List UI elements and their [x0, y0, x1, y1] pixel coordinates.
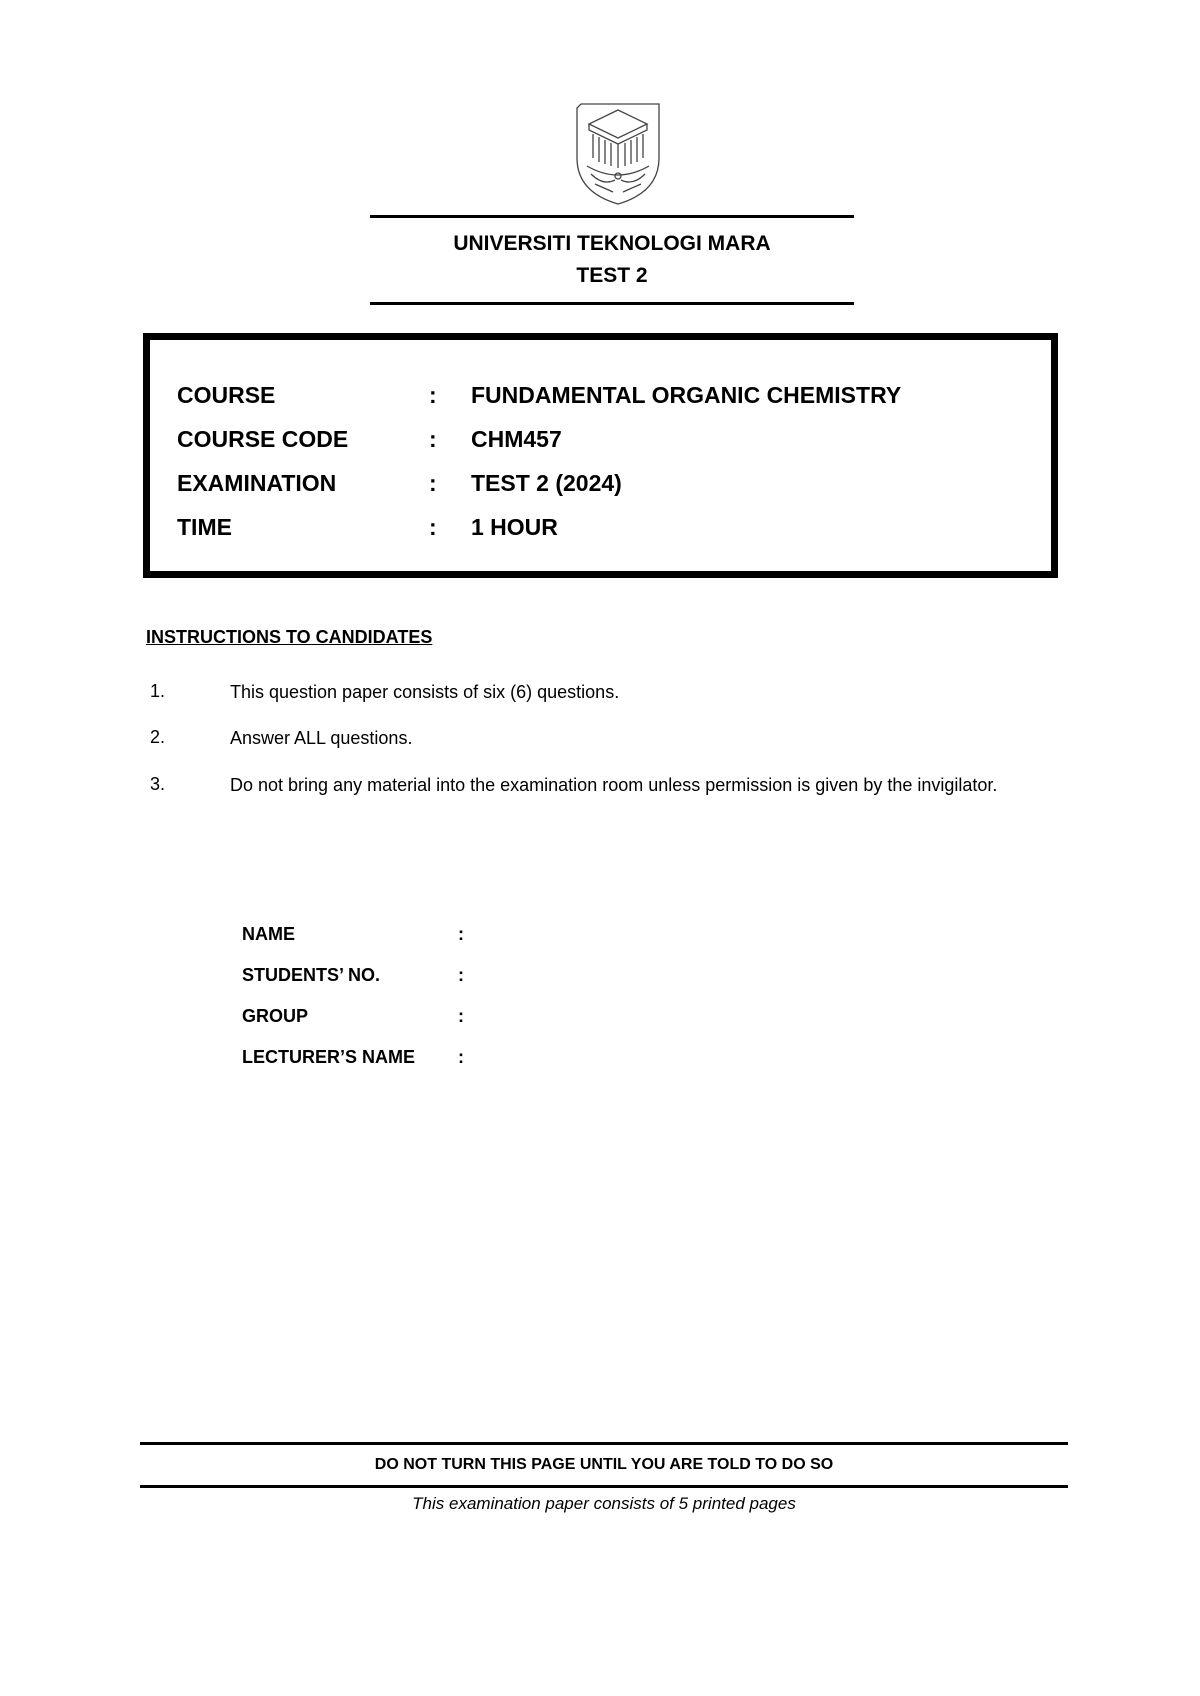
time-colon: : [429, 514, 437, 540]
instructions-heading: INSTRUCTIONS TO CANDIDATES [146, 627, 433, 647]
instruction-text: This question paper consists of six (6) questions. [230, 682, 620, 702]
instruction-text: Answer ALL questions. [230, 728, 413, 748]
footer-pages-note: This examination paper consists of 5 printed pages [412, 1494, 796, 1513]
student-number-colon: : [458, 965, 464, 985]
course-value: FUNDAMENTAL ORGANIC CHEMISTRY [471, 382, 902, 408]
footer-warning: DO NOT TURN THIS PAGE UNTIL YOU ARE TOLD TO DO SO [374, 1456, 834, 1473]
instruction-number: 1. [150, 681, 166, 701]
course-colon: : [429, 382, 437, 408]
footer-rule-bottom [140, 1485, 1068, 1488]
course-label: COURSE [177, 382, 276, 408]
group-colon: : [458, 1006, 464, 1026]
course-code-colon: : [429, 426, 437, 452]
instruction-number: 2. [150, 727, 166, 747]
group-label: GROUP [242, 1006, 309, 1026]
candidate-name-colon: : [458, 924, 464, 944]
lecturer-name-label: LECTURER’S NAME [242, 1047, 416, 1067]
examination-value: TEST 2 (2024) [471, 470, 622, 496]
examination-label: EXAMINATION [177, 470, 337, 496]
examination-colon: : [429, 470, 437, 496]
header-rule-top [370, 215, 854, 218]
lecturer-name-colon: : [458, 1047, 464, 1067]
instruction-number: 3. [150, 774, 166, 794]
candidate-name-label: NAME [242, 924, 295, 944]
university-name: UNIVERSITI TEKNOLOGI MARA [453, 232, 771, 255]
course-code-label: COURSE CODE [177, 426, 349, 452]
instruction-text: Do not bring any material into the examination room unless permission is given by the invigilator. [230, 775, 998, 795]
header-rule-bottom [370, 302, 854, 305]
course-info-box [143, 333, 1058, 578]
time-label: TIME [177, 514, 232, 540]
student-number-label: STUDENTS’ NO. [242, 965, 381, 985]
footer-rule-top [140, 1442, 1068, 1445]
time-value: 1 HOUR [471, 514, 558, 540]
university-logo [573, 100, 663, 206]
test-title: TEST 2 [576, 264, 648, 287]
course-code-value: CHM457 [471, 426, 562, 452]
